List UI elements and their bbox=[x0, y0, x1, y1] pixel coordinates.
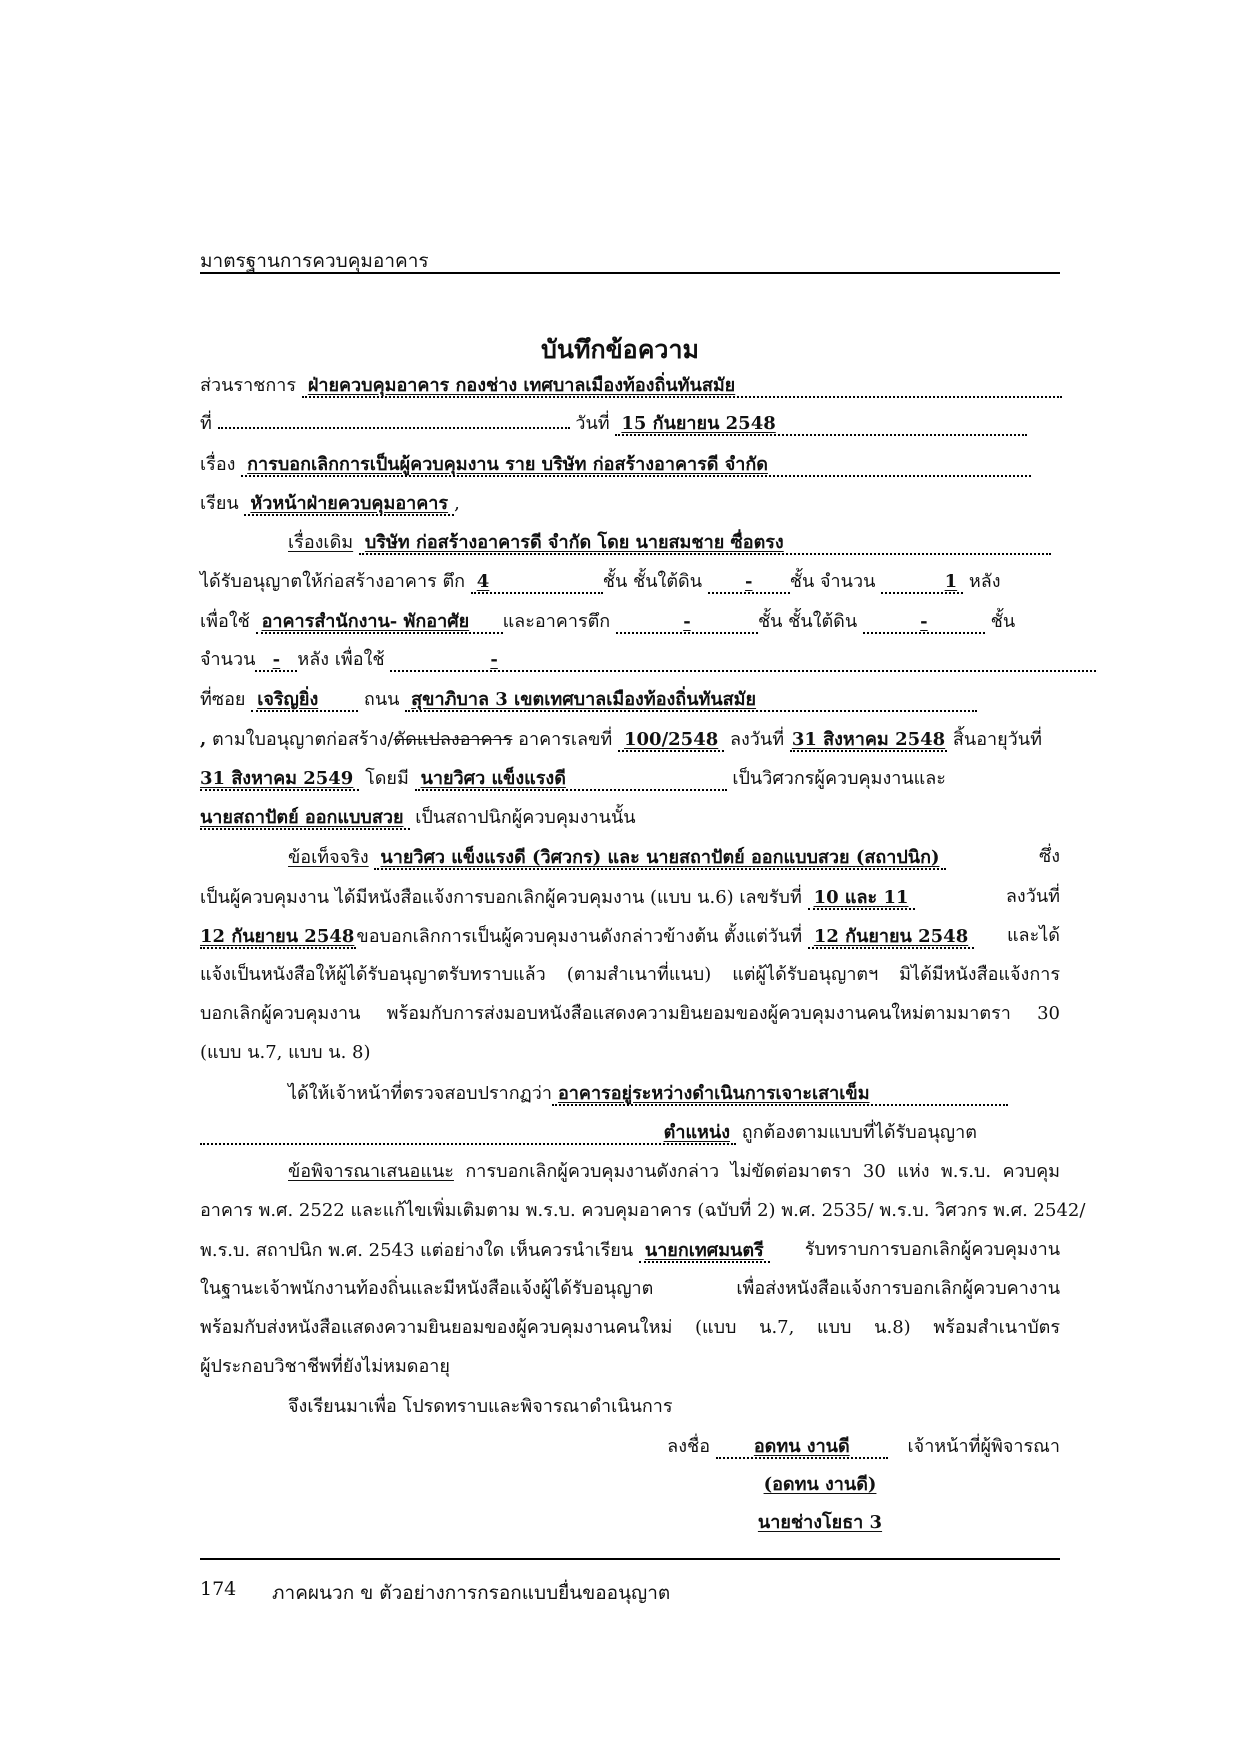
to-line bbox=[200, 494, 1060, 516]
expiry-value: 31 สิงหาคม 2549 bbox=[200, 769, 359, 791]
footer-rule bbox=[200, 1558, 1060, 1560]
termination-text: ขอบอกเลิกการเป็นผู้ควบคุมงานดังกล่าวข้างต้น ตั้งแต่วันที่ bbox=[356, 926, 803, 947]
memo-title: บันทึกข้อความ bbox=[541, 335, 699, 364]
agency-line bbox=[200, 376, 1060, 398]
paragraph-line-16: แจ้งเป็นหนังสือให้ผู้ได้รับอนุญาตรับทราบแล้ว (ตามสำเนาที่แนบ) แต่ผู้ได้รับอนุญาตฯ มิได้มีหนังสือแจ้งการ bbox=[200, 964, 1060, 985]
other-count-line bbox=[200, 650, 1060, 672]
termination-line bbox=[200, 927, 1060, 949]
architect-role-text: เป็นสถาปนิกผู้ควบคุมงานนั้น bbox=[415, 807, 636, 828]
signature-label: ลงชื่อ bbox=[667, 1436, 711, 1457]
mayor-suffix: รับทราบการบอกเลิกผู้ควบคุมงาน bbox=[804, 1239, 1060, 1260]
permit-number-label: อาคารเลขที่ bbox=[518, 729, 613, 750]
footer-section: ภาคผนวก ข ตัวอย่างการกรอกแบบยื่นขออนุญาต bbox=[272, 1582, 671, 1604]
signature-position-text: นายช่างโยธา 3 bbox=[757, 1512, 883, 1533]
subject-value: การบอกเลิกการเป็นผู้ควบคุมงาน ราย บริษัท ก่อสร้างอาคารดี จำกัด bbox=[241, 455, 1031, 477]
date-label: วันที่ bbox=[575, 413, 610, 434]
paragraph-line-25: พร้อมกับส่งหนังสือแสดงความยินยอมของผู้ควบคุมงานคนใหม่ (แบบ น.7, แบบ น.8) พร้อมสำเนาบัตร bbox=[200, 1317, 1060, 1338]
facts-value: นายวิศว แข็งแรงดี (วิศวกร) และ นายสถาปัตย์ ออกแบบสวย (สถาปนิก) bbox=[374, 848, 945, 870]
termination-date-value: 12 กันยายน 2548 bbox=[808, 927, 974, 949]
soi-label: ที่ซอย bbox=[200, 689, 246, 710]
subject-label: เรื่อง bbox=[200, 454, 236, 475]
by-label: โดยมี bbox=[365, 768, 409, 789]
other-floors-value: - bbox=[616, 612, 758, 634]
paragraph-line-17: บอกเลิกผู้ควบคุมงาน พร้อมกับการส่งมอบหนังสือแสดงความยินยอมของผู้ควบคุมงานคนใหม่ตามมาตรา 30 bbox=[200, 1003, 1060, 1024]
permit-number-line bbox=[200, 730, 1060, 752]
receipt-number-value: 10 และ 11 bbox=[808, 888, 915, 910]
paragraph-line-22: อาคาร พ.ศ. 2522 และแก้ไขเพิ่มเติมตาม พ.ร.บ. ควบคุมอาคาร (ฉบับที่ 2) พ.ศ. 2535/ พ.ร.บ. วิศวกร พ.ศ. 2542/ bbox=[200, 1200, 1086, 1221]
mayor-value: นายกเทศมนตรี bbox=[639, 1241, 770, 1263]
basement-label: ชั้น ชั้นใต้ดิน bbox=[602, 571, 703, 592]
facts-line bbox=[200, 848, 1060, 870]
notice-text: เป็นผู้ควบคุมงาน ได้มีหนังสือแจ้งการบอกเลิกผู้ควบคุมงาน (แบบ น.6) เลขรับที่ bbox=[200, 887, 802, 908]
considerations-line bbox=[200, 1163, 1060, 1181]
address-line bbox=[200, 690, 1060, 712]
inspection-line bbox=[200, 1084, 1060, 1106]
to-suffix: , bbox=[454, 493, 460, 514]
position-value: ตำแหน่ง bbox=[200, 1123, 736, 1145]
considerations-text: การบอกเลิกผู้ควบคุมงานดังกล่าว ไม่ขัดต่อมาตรา 30 แห่ง พ.ร.บ. ควบคุม bbox=[465, 1161, 1060, 1182]
paragraph-line-26: ผู้ประกอบวิชาชีพที่ยังไม่หมดอายุ bbox=[200, 1356, 450, 1377]
header-rule bbox=[200, 272, 1060, 274]
facts-label: ข้อเท็จจริง bbox=[288, 847, 369, 868]
unit-label: หลัง bbox=[968, 571, 1001, 592]
signature-position bbox=[720, 1512, 920, 1533]
count-value: 1 bbox=[881, 572, 963, 594]
paragraph-line-18: (แบบ น.7, แบบ น. 8) bbox=[200, 1042, 371, 1063]
architect-line bbox=[200, 808, 1060, 830]
signature-value: อดทน งานดี bbox=[716, 1437, 888, 1459]
permit-number-value: 100/2548 bbox=[618, 730, 724, 752]
engineer-line bbox=[200, 769, 1060, 791]
number-date-line bbox=[200, 414, 1060, 436]
permit-floors-line bbox=[200, 572, 1060, 594]
other-usage-label: หลัง เพื่อใช้ bbox=[297, 649, 385, 670]
permit-date-value: 31 สิงหาคม 2548 bbox=[791, 729, 946, 750]
facts-suffix: ซึ่ง bbox=[1038, 846, 1060, 867]
agency-label: ส่วนราชการ bbox=[200, 375, 297, 396]
comma-mark: , bbox=[200, 729, 207, 750]
soi-value: เจริญยิ่ง bbox=[251, 690, 358, 712]
architect-value: นายสถาปัตย์ ออกแบบสวย bbox=[200, 808, 410, 830]
basement-value: - bbox=[708, 572, 790, 594]
struck-option: ดัดแปลงอาคาร bbox=[393, 729, 513, 750]
other-count-label: จำนวน bbox=[200, 649, 256, 670]
number-label: ที่ bbox=[200, 413, 212, 434]
permit-date-label: ลงวันที่ bbox=[729, 729, 785, 750]
agency-value: ฝ่ายควบคุมอาคาร กองช่าง เทศบาลเมืองท้องถิ่นทันสมัย bbox=[302, 376, 1062, 398]
position-line bbox=[200, 1123, 1060, 1145]
original-matter-value: บริษัท ก่อสร้างอาคารดี จำกัด โดย นายสมชาย ซื่อตรง bbox=[359, 533, 1051, 555]
paragraph-line-24: ในฐานะเจ้าพนักงานท้องถิ่นและมีหนังสือแจ้งผู้ได้รับอนุญาต เพื่อส่งหนังสือแจ้งการบอกเลิกผู้ควบคางาน bbox=[200, 1278, 1060, 1299]
count-label: ชั้น จำนวน bbox=[789, 571, 876, 592]
permit-type-label: ตามใบอนุญาตก่อสร้าง/ bbox=[212, 729, 394, 750]
other-basement-label: ชั้น ชั้นใต้ดิน bbox=[757, 611, 858, 632]
engineer-role-text: เป็นวิศวกรผู้ควบคุมงานและ bbox=[732, 768, 946, 789]
subject-line bbox=[200, 455, 1060, 477]
inspection-text: ได้ให้เจ้าหน้าที่ตรวจสอบปรากฏว่า bbox=[288, 1083, 552, 1104]
signature-name bbox=[720, 1474, 920, 1495]
floors-value: 4 bbox=[471, 572, 603, 594]
considerations-label: ข้อพิจารณาเสนอแนะ bbox=[288, 1161, 454, 1182]
to-label: เรียน bbox=[200, 493, 239, 514]
signature-line bbox=[200, 1437, 1060, 1459]
road-value: สุขาภิบาล 3 เขตเทศบาลเมืองท้องถิ่นทันสมัย bbox=[405, 690, 977, 712]
inspection-value: อาคารอยู่ระหว่างดำเนินการเจาะเสาเข็ม bbox=[552, 1084, 1008, 1106]
original-matter-label: เรื่องเดิม bbox=[288, 532, 354, 553]
signature-role: เจ้าหน้าที่ผู้พิจารณา bbox=[907, 1436, 1060, 1457]
other-count-value: - bbox=[255, 650, 297, 672]
running-header: มาตรฐานการควบคุมอาคาร bbox=[200, 250, 429, 272]
signature-name-text: (อดทน งานดี) bbox=[763, 1474, 877, 1495]
floor-unit-label: ชั้น bbox=[990, 611, 1016, 632]
other-basement-value: - bbox=[863, 612, 985, 634]
engineer-value: นายวิศว แข็งแรงดี bbox=[415, 769, 727, 791]
road-label: ถนน bbox=[363, 689, 400, 710]
mayor-line bbox=[200, 1241, 1060, 1263]
position-text: ถูกต้องตามแบบที่ได้รับอนุญาต bbox=[741, 1122, 977, 1143]
mayor-text: พ.ร.บ. สถาปนิก พ.ศ. 2543 แต่อย่างใด เห็นควรนำเรียน bbox=[200, 1240, 634, 1261]
other-usage-value: - bbox=[390, 650, 1096, 672]
expiry-label: สิ้นอายุวันที่ bbox=[952, 729, 1042, 750]
usage-label: เพื่อใช้ bbox=[200, 611, 250, 632]
notice-date-value: 12 กันยายน 2548 bbox=[200, 926, 355, 947]
usage-line bbox=[200, 612, 1060, 634]
closing-line: จึงเรียนมาเพื่อ โปรดทราบและพิจารณาดำเนินการ bbox=[288, 1396, 673, 1417]
usage-value: อาคารสำนักงาน- พักอาศัย bbox=[256, 612, 503, 634]
number-value bbox=[218, 427, 570, 429]
to-value: หัวหน้าฝ่ายควบคุมอาคาร bbox=[244, 494, 454, 516]
notice-line bbox=[200, 888, 1060, 910]
notice-date-label: ลงวันที่ bbox=[1005, 886, 1060, 907]
permit-text: ได้รับอนุญาตให้ก่อสร้างอาคาร ตึก bbox=[200, 571, 466, 592]
original-matter-line bbox=[200, 533, 1060, 555]
other-building-label: และอาคารตึก bbox=[502, 611, 611, 632]
termination-suffix: และได้ bbox=[1006, 925, 1060, 946]
date-value: 15 กันยายน 2548 bbox=[615, 414, 1027, 436]
page-number: 174 bbox=[200, 1578, 237, 1600]
